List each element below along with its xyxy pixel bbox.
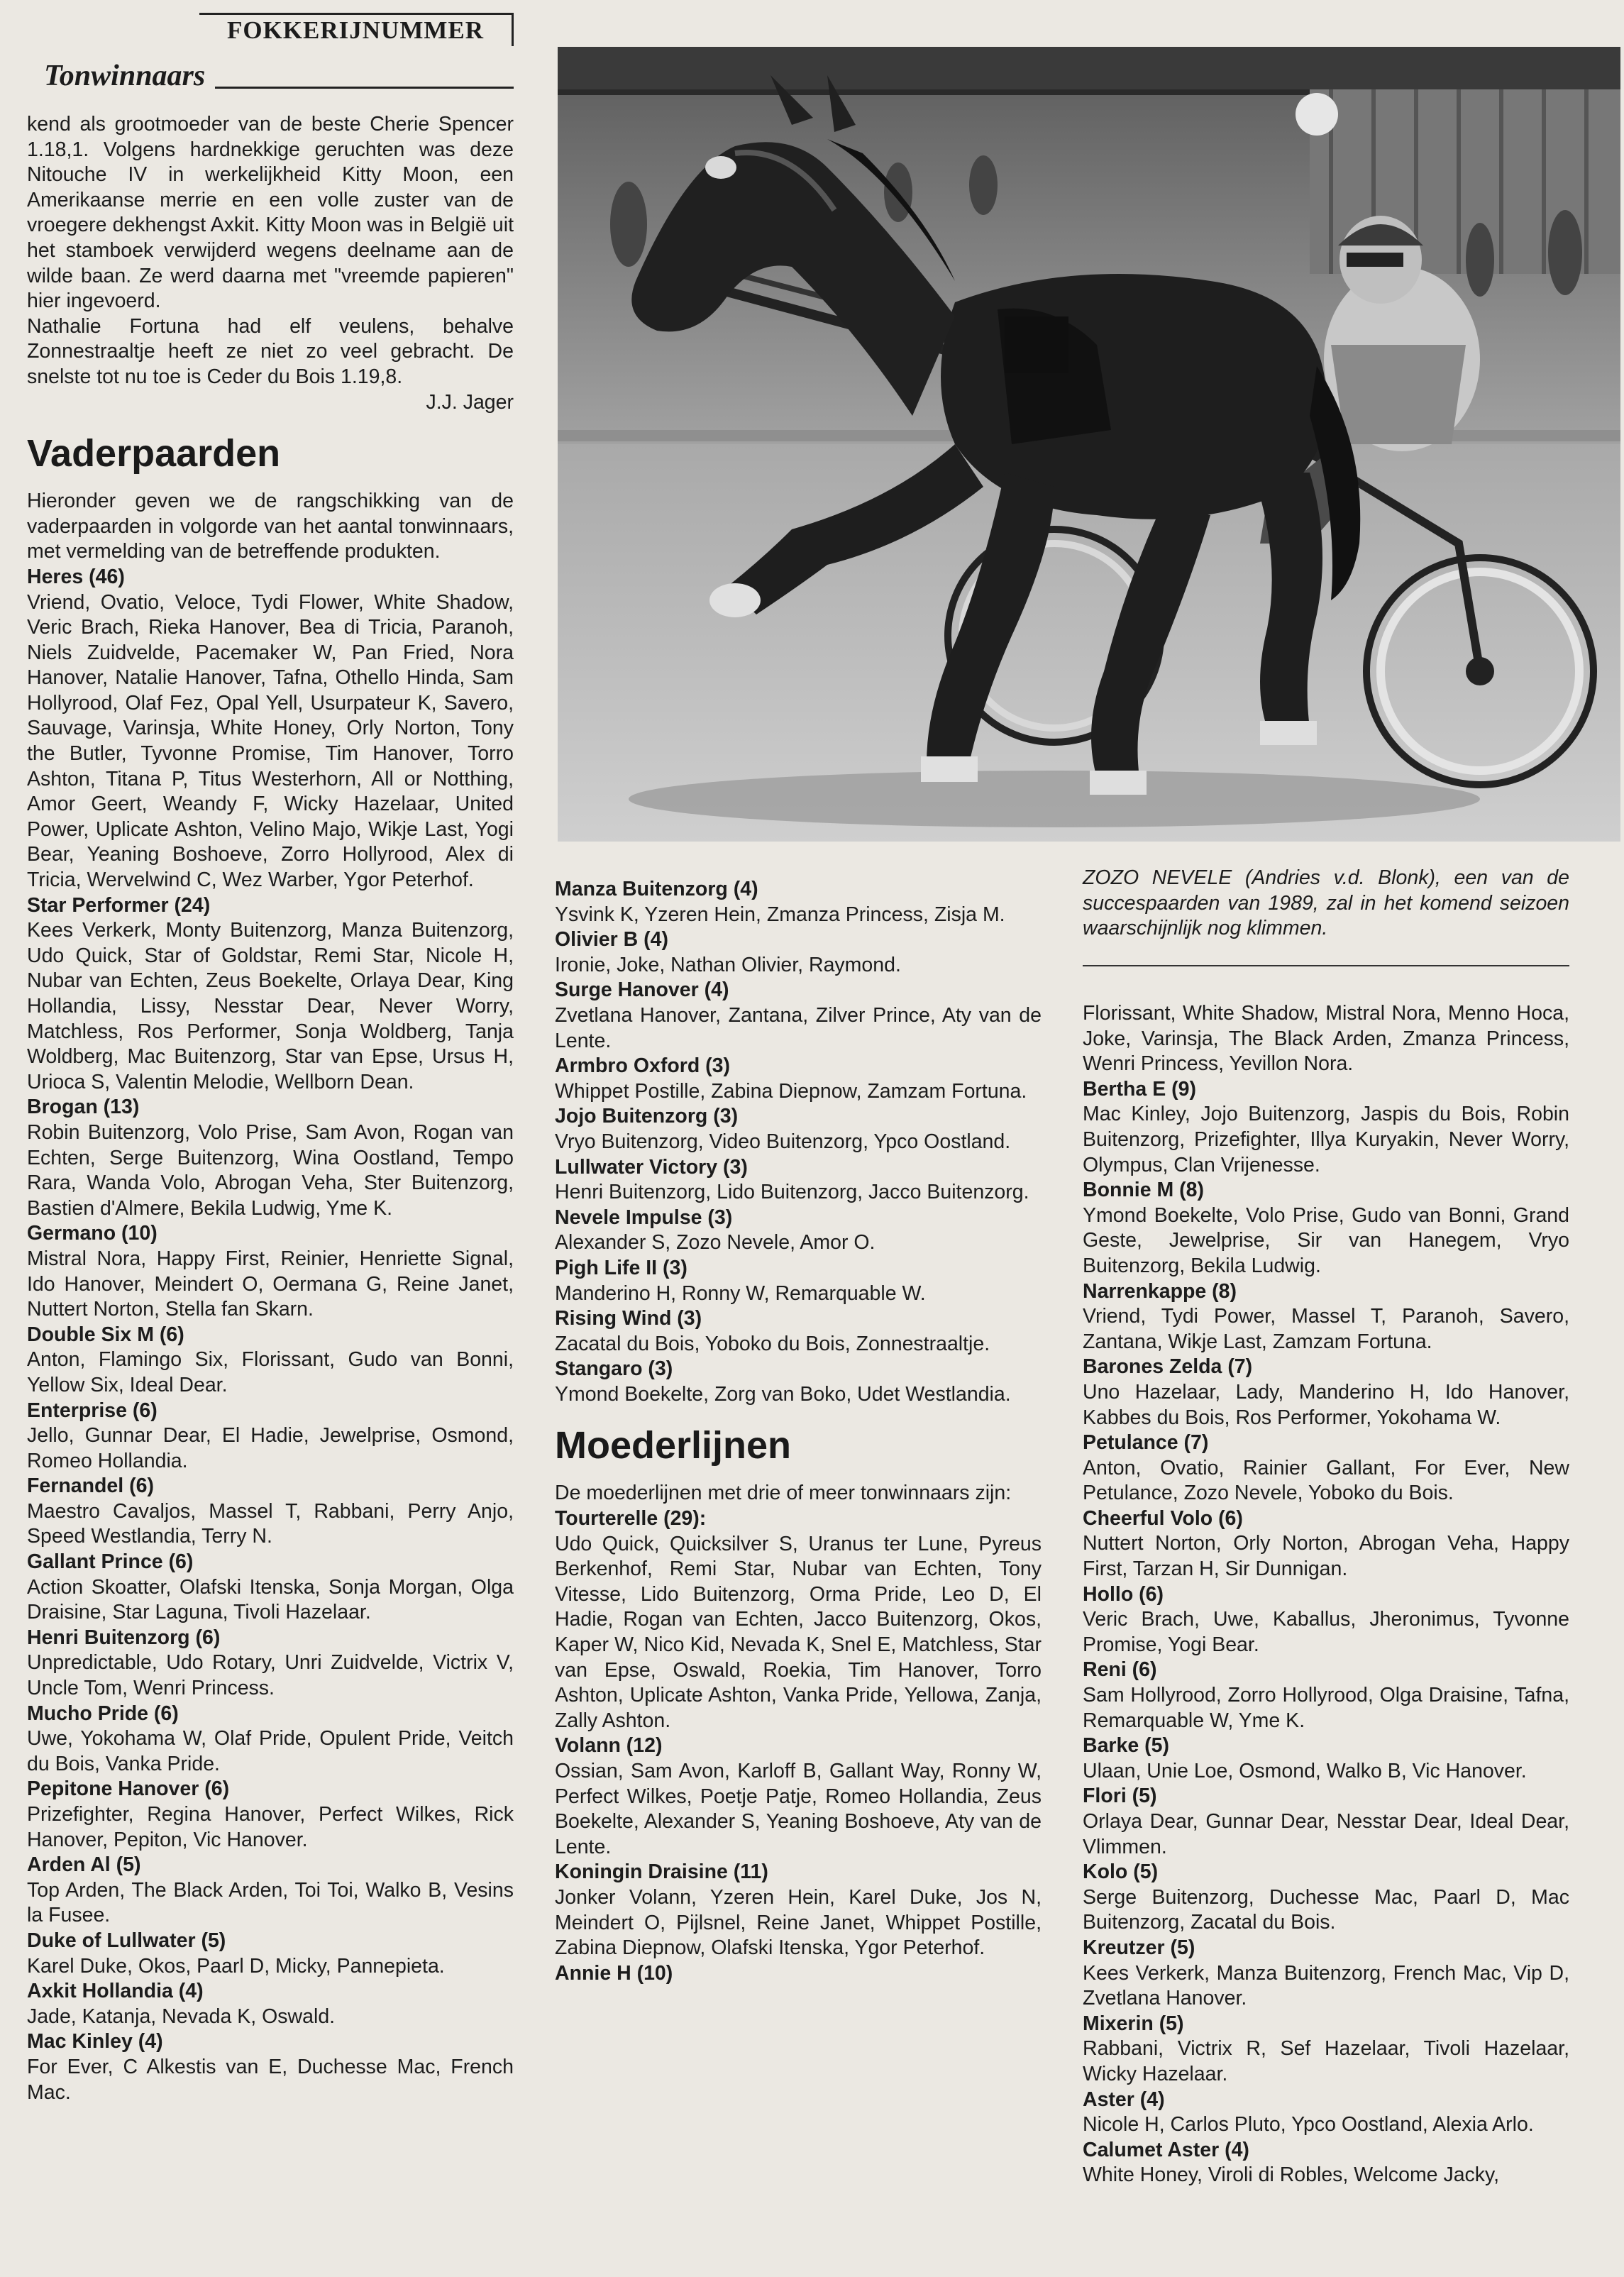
sire-offspring: Jade, Katanja, Nevada K, Oswald. [27,2005,336,2028]
moederlijnen-intro: De moederlijnen met drie of meer tonwinnaars zijn: [555,1482,1012,1505]
damline-name: Calumet Aster (4) [1083,2138,1249,2161]
damline-name: Aster (4) [1083,2088,1165,2111]
sire-name: Surge Hanover (4) [555,978,729,1002]
sire-offspring: Ironie, Joke, Nathan Olivier, Raymond. [555,953,901,976]
damline-offspring: Rabbani, Victrix R, Sef Hazelaar, Tivoli Hazelaar, Wicky Hazelaar. [1083,2037,1569,2085]
rubric-label: FOKKERIJNUMMER [199,13,514,46]
photo-caption: ZOZO NEVELE (Andries v.d. Blonk), een van de succespaarden van 1989, zal in het komend seizoen waarschijnlijk nog klimmen. [1083,866,1569,940]
sire-name: Fernandel (6) [27,1474,154,1498]
sire-offspring: Zacatal du Bois, Yoboko du Bois, Zonnestraaltje. [555,1332,990,1355]
damline-name: Narrenkappe (8) [1083,1279,1237,1303]
sire-name: Manza Buitenzorg (4) [555,878,758,900]
sire-name: Duke of Lullwater (5) [27,1929,226,1952]
damline-name: Volann (12) [555,1734,663,1758]
damline-name: Annie H (10) [555,1961,673,1985]
sire-offspring: Manderino H, Ronny W, Remarquable W. [555,1281,926,1305]
intro-paragraph: kend als grootmoeder van de beste Cherie Spencer 1.18,1. Volgens hardnekkige geruchten was deze Nitouche IV in werkelijkheid Kitty Moon, een Amerikaanse merrie en een volle zuster van de vroegere dekhengst Axkit. Kitty Moon was in België uit het stamboek verwijderd wegens deelname aan de wilde baan. Ze werd daarna met "vreemde papieren" hier ingevoerd. [27,113,514,313]
sire-offspring: Mistral Nora, Happy First, Reinier, Henriette Signal, Ido Hanover, Meindert O, Oermana G, Reine Janet, Nuttert Norton, Stella fan Skarn. [27,1247,514,1321]
damline-offspring: Ymond Boekelte, Volo Prise, Gudo van Bonni, Grand Geste, Jewelprise, Sir van Hanegem, Vryo Buitenzorg, Bekila Ludwig. [1083,1203,1569,1277]
damline-offspring: Nicole H, Carlos Pluto, Ypco Oostland, Alexia Arlo. [1083,2113,1534,2137]
damline-name: Reni (6) [1083,1658,1157,1682]
damline-offspring: Mac Kinley, Jojo Buitenzorg, Jaspis du Bois, Robin Buitenzorg, Prizefighter, Illya Kuryakin, Never Worry, Olympus, Clan Vrijenesse. [1083,1103,1569,1176]
intro-paragraph: Nathalie Fortuna had elf veulens, behalve Zonnestraaltje heeft ze niet zo veel gebracht. De snelste tot nu toe is Ceder du Bois 1.19,8. [27,314,514,388]
sire-name: Nevele Impulse (3) [555,1206,733,1229]
damline-name: Tourterelle (29): [555,1507,707,1531]
damline-offspring: Ulaan, Unie Loe, Osmond, Walko B, Vic Hanover. [1083,1759,1527,1782]
sire-name: Enterprise (6) [27,1399,158,1422]
sire-offspring: Ymond Boekelte, Zorg van Boko, Udet Westlandia. [555,1382,1011,1406]
damline-name: Bertha E (9) [1083,1077,1196,1101]
caption-rule [1083,965,1569,966]
sire-name: Pepitone Hanover (6) [27,1777,230,1801]
sire-offspring: Ysvink K, Yzeren Hein, Zmanza Princess, Zisja M. [555,903,1005,926]
sire-name: Double Six M (6) [27,1323,184,1346]
damline-offspring: Orlaya Dear, Gunnar Dear, Nesstar Dear, Ideal Dear, Vlimmen. [1083,1810,1569,1858]
sire-name: Star Performer (24) [27,893,211,917]
sire-offspring: Karel Duke, Okos, Paarl D, Micky, Pannepieta. [27,1954,445,1978]
damline-name: Barke (5) [1083,1734,1169,1758]
damline-offspring: Jonker Volann, Yzeren Hein, Karel Duke, Jos N, Meindert O, Pijlsnel, Reine Janet, Whippet Postille, Zabina Diepnow, Olafski Itenska, Ygor Peterhof. [555,1885,1042,1960]
damline-offspring: White Honey, Viroli di Robles, Welcome Jacky, [1083,2163,1500,2187]
damline-name: Cheerful Volo (6) [1083,1506,1243,1530]
sire-offspring: For Ever, C Alkestis van E, Duchesse Mac, French Mac. [27,2055,514,2104]
damline-offspring: Anton, Ovatio, Rainier Gallant, For Ever, New Petulance, Zozo Nevele, Yoboko du Bois. [1083,1456,1569,1505]
sire-name: Mac Kinley (4) [27,2030,163,2053]
sire-name: Henri Buitenzorg (6) [27,1626,221,1649]
damline-offspring: Sam Hollyrood, Zorro Hollyrood, Olga Draisine, Tafna, Remarquable W, Yme K. [1083,1684,1569,1732]
column-2 [555,877,1042,1986]
sire-offspring: Action Skoatter, Olafski Itenska, Sonja Morgan, Olga Draisine, Star Laguna, Tivoli Hazelaar. [27,1575,514,1624]
damline-name: Hollo (6) [1083,1582,1164,1606]
column-3 [1083,1001,1569,2188]
sire-offspring: Kees Verkerk, Monty Buitenzorg, Manza Buitenzorg, Udo Quick, Star of Goldstar, Remi Star, Nicole H, Nubar van Echten, Zeus Boekelte, Orlaya Dear, King Hollandia, Lissy, Nesstar Dear, Never Worry, Matchless, Ros Performer, Sonja Woldberg, Tanja Woldberg, Mac Buitenzorg, Star van Epse, Ursus H, Urioca S, Valentin Melodie, Wellborn Dean. [27,919,514,1093]
damline-offspring: Serge Buitenzorg, Duchesse Mac, Paarl D, Mac Buitenzorg, Zacatal du Bois. [1083,1885,1569,1934]
damline-offspring: Uno Hazelaar, Lady, Manderino H, Ido Hanover, Kabbes du Bois, Ros Performer, Yokohama W. [1083,1380,1569,1429]
sire-name: Germano (10) [27,1222,158,1245]
damline-offspring: Veric Brach, Uwe, Kaballus, Jheronimus, Tyvonne Promise, Yogi Bear. [1083,1608,1569,1656]
damline-name: Petulance (7) [1083,1431,1209,1455]
photo-zozo-nevele [558,47,1620,842]
sire-name: Mucho Pride (6) [27,1702,179,1725]
harness-horse-illustration [558,47,1620,842]
damline-offspring: Vriend, Tydi Power, Massel T, Paranoh, Savero, Zantana, Wikje Last, Zamzam Fortuna. [1083,1305,1569,1353]
sire-offspring: Jello, Gunnar Dear, El Hadie, Jewelprise, Osmond, Romeo Hollandia. [27,1424,514,1472]
sire-offspring: Anton, Flamingo Six, Florissant, Gudo van Bonni, Yellow Six, Ideal Dear. [27,1348,514,1396]
damline-name: Kreutzer (5) [1083,1936,1195,1959]
sire-name: Jojo Buitenzorg (3) [555,1105,739,1128]
section-title: Tonwinnaars [27,60,215,92]
sire-offspring: Zvetlana Hanover, Zantana, Zilver Prince, Aty van de Lente. [555,1003,1042,1052]
sire-name: Lullwater Victory (3) [555,1155,748,1179]
damline-offspring: Kees Verkerk, Manza Buitenzorg, French Mac, Vip D, Zvetlana Hanover. [1083,1961,1569,2010]
damline-offspring: Udo Quick, Quicksilver S, Uranus ter Lune, Pyreus Berkenhof, Remi Star, Nubar van Echten, Tony Vitesse, Lido Buitenzorg, Orma Pride, Leo D, El Hadie, Rogan van Echten, Jacco Buitenzorg, Okos, Kaper W, Nico Kid, Nevada K, Snel E, Matchless, Star van Epse, Oswald, Roekia, Tim Hanover, Torro Ashton, Uplicate Ashton, Vanka Pride, Yellowa, Zanja, Zally Ashton. [555,1532,1042,1732]
sire-name: Pigh Life II (3) [555,1256,687,1279]
damline-name: Flori (5) [1083,1785,1157,1808]
sire-offspring: Alexander S, Zozo Nevele, Amor O. [555,1231,875,1255]
rubric-header [27,13,514,94]
vaderpaarden-intro: Hieronder geven we de rangschikking van de vaderpaarden in volgorde van het aantal tonwinnaars, met vermelding van de betreffende produkten. [27,490,514,563]
damline-name: Mixerin (5) [1083,2012,1184,2035]
column-1 [27,112,514,2105]
sire-offspring: Vriend, Ovatio, Veloce, Tydi Flower, White Shadow, Veric Brach, Rieka Hanover, Bea di Tricia, Paranoh, Niels Zuidvelde, Pacemaker W, Pan Fried, Nora Hanover, Natalie Hanover, Tafna, Othello Hinda, Sam Hollyrood, Olaf Fez, Opal Yell, Usurpateur K, Savero, Sauvage, Varinsja, White Honey, Orly Norton, Tony the Butler, Tyvonne Promise, Tim Hanover, Torro Ashton, Titana P, Titus Westerhorn, All or Notthing, Amor Geert, Weandy F, Wicky Hazelaar, United Power, Uplicate Ashton, Velino Majo, Wikje Last, Yogi Bear, Yeaning Boshoeve, Zorro Hollyrood, Alex di Tricia, Wervelwind C, Wez Warber, Ygor Peterhof. [27,590,514,892]
sire-offspring: Uwe, Yokohama W, Olaf Pride, Opulent Pride, Veitch du Bois, Vanka Pride. [27,1727,514,1775]
damline-name: Bonnie M (8) [1083,1179,1204,1202]
sire-name: Armbro Oxford (3) [555,1054,731,1078]
sire-name: Gallant Prince (6) [27,1550,194,1574]
damline-offspring: Nuttert Norton, Orly Norton, Abrogan Veha, Happy First, Tarzan H, Sir Dunnigan. [1083,1532,1569,1581]
sire-name: Heres (46) [27,565,125,588]
sire-offspring: Maestro Cavaljos, Massel T, Rabbani, Perry Anjo, Speed Westlandia, Terry N. [27,1499,514,1548]
heading-vaderpaarden: Vaderpaarden [27,432,281,475]
sire-offspring: Unpredictable, Udo Rotary, Unri Zuidvelde, Victrix V, Uncle Tom, Wenri Princess. [27,1651,514,1700]
sire-offspring: Top Arden, The Black Arden, Toi Toi, Walko B, Vesins la Fusee. [27,1878,514,1927]
damline-offspring: Florissant, White Shadow, Mistral Nora, Menno Hoca, Joke, Varinsja, The Black Arden, Zmanza Princess, Wenri Princess, Yevillon Nora. [1083,1002,1569,1076]
damline-name: Kolo (5) [1083,1860,1159,1884]
sire-offspring: Henri Buitenzorg, Lido Buitenzorg, Jacco Buitenzorg. [555,1181,1029,1204]
damline-name: Barones Zelda (7) [1083,1355,1253,1379]
sire-name: Brogan (13) [27,1096,140,1119]
sire-name: Arden Al (5) [27,1853,141,1877]
sire-name: Olivier B (4) [555,928,668,952]
sire-offspring: Whippet Postille, Zabina Diepnow, Zamzam Fortuna. [555,1079,1027,1103]
heading-moederlijnen: Moederlijnen [555,1424,792,1467]
sire-offspring: Prizefighter, Regina Hanover, Perfect Wilkes, Rick Hanover, Pepiton, Vic Hanover. [27,1803,514,1851]
damline-offspring: Ossian, Sam Avon, Karloff B, Gallant Way, Ronny W, Perfect Wilkes, Poetje Patje, Romeo Hollandia, Zeus Boekelte, Alexander S, Yeaning Boshoeve, Aty van de Lente. [555,1760,1042,1858]
sire-offspring: Vryo Buitenzorg, Video Buitenzorg, Ypco Oostland. [555,1130,1011,1153]
sire-offspring: Robin Buitenzorg, Volo Prise, Sam Avon, Rogan van Echten, Serge Buitenzorg, Wina Oostland, Tempo Rara, Wanda Volo, Abrogan Veha, Ster Buitenzorg, Bastien d'Almere, Bekila Ludwig, Yme K. [27,1120,514,1220]
author-signature: J.J. Jager [426,390,514,414]
sire-name: Stangaro (3) [555,1357,673,1381]
damline-name: Koningin Draisine (11) [555,1860,768,1884]
sire-name: Axkit Hollandia (4) [27,1980,204,2003]
sire-name: Rising Wind (3) [555,1307,702,1330]
